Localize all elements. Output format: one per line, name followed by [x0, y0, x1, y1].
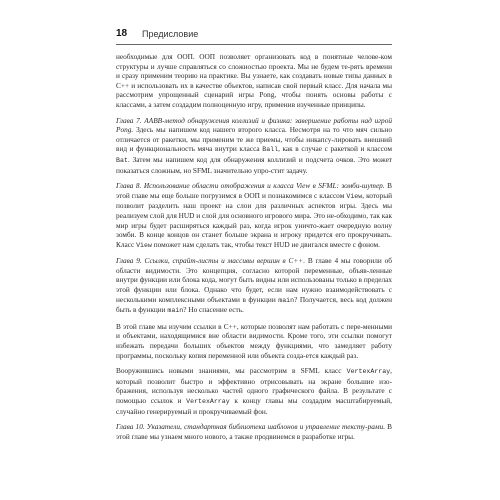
text-run: , который позволит разделить наш проект на слои для различных аспектов игры. Здесь мы реализуем слой для HUD и слой для основного игрового мира. Это не-обходимо, так как мир игры будет расширяться каждый раз, когда игрок уничто-жает очередную волну зомби. В конце концов он станет больше экрана и игроку придется его прокручивать. Класс	[116, 190, 392, 249]
chapter-lead: Глава 9. Ссылки, спрайт-листы и массивы вершин в C++.	[116, 256, 306, 266]
code-term: View	[346, 192, 363, 200]
section-title: Предисловие	[142, 29, 199, 39]
text-run: , который позволит быстро и эффективно отрисовывать на экране большие изо-бражения, используя несколько частей одного графического файла. В результате с помощью ссылок и	[116, 366, 392, 405]
chapter-lead: Глава 10. Указатели, стандартная библиотека шаблонов и управление тексту-рами.	[116, 422, 386, 432]
code-term: main	[167, 307, 184, 315]
paragraph	[116, 181, 392, 250]
paragraph	[116, 52, 392, 110]
text-run: В этой главе мы изучим ссылки в C++, которые позволят нам работать с пере-менными и объектами, находящимися вне области видимости. Кроме того, эти ссылки помогут избежать передачи больших объектов между функциями, что замедляет работу программы, поскольку копия переменной или объекта созда-ется каждый раз.	[116, 321, 392, 360]
paragraph	[116, 322, 392, 360]
code-term: main	[278, 296, 295, 304]
text-run: поможет нам сделать так, чтобы текст HUD не двигался вместе с фоном.	[151, 239, 380, 249]
code-term: Bat	[116, 156, 128, 164]
text-run: Здесь мы напишем код нашего второго класса. Несмотря на то что мяч сильно отличается от ракетки, мы применим те же приемы, чтобы инкапсу-лировать внешний вид и функциональность мяча внутри класса	[116, 125, 392, 154]
running-header	[116, 28, 392, 42]
paragraph	[116, 116, 392, 176]
chapter-lead: Глава 7. AABB-метод обнаружения коллизий и физика: завершение работы над игрой Pong.	[116, 115, 392, 135]
text-run: к концу главы мы создадим масштабируемый, случайно генерируемый и прокручиваемый фон.	[116, 396, 393, 416]
text-run: ? Но спасение есть.	[183, 305, 244, 315]
text-run: В главе 4 мы говорили об области видимости. Это концепция, согласно которой переменные, объяв-ленные внутри функции или блока кода, могут быть видны или использованы только в пределах этой функции или блока. Однако что будет, если нам нужно взаимодействовать с несколькими комплексными объектами в функции	[116, 256, 393, 304]
text-run: , как в случае с ракеткой и классом	[278, 144, 392, 154]
paragraph	[116, 256, 392, 316]
code-term: View	[136, 241, 152, 249]
body-text	[116, 52, 392, 441]
header-rule	[116, 44, 392, 45]
text-run: ? Получается, весь код должен быть в функции	[116, 294, 393, 315]
text-run: В этой главе мы еще больше погрузимся в ООП и познакомимся с классом	[116, 181, 392, 200]
chapter-lead: Глава 8. Использование области отображения и класса View в SFML: зомби-шутер.	[116, 181, 385, 191]
text-run: Вооружившись новыми знаниями, мы рассмотрим в SFML класс	[116, 366, 347, 376]
text-run: . Затем мы напишем код для обнаружения коллизий и подсчета очков. Это может показаться сложным, но SFML значительно упро-стит задачу.	[116, 154, 392, 175]
text-run: необходимые для ООП. ООП позволяет организовать код в понятные челове-ком структуры и лучше справляться со сложностью проекта. Мы не будем те-рять времени и сразу применим теорию на практике. Вы узнаете, как создавать новые типы данных в C++ и использовать их в качестве объектов, написав свой первый класс. Для начала мы рассмотрим упрощенный сценарий игры Pong, чтобы понять основы работы с классами, а затем создадим полноценную игру, применив изученные принципы.	[116, 52, 392, 109]
paragraph	[116, 422, 392, 441]
code-term: VertexArray	[186, 398, 230, 405]
code-term: Ball	[262, 146, 279, 154]
text-run: В этой главе мы узнаем много нового, а также продвинемся в разработке игры.	[116, 422, 393, 441]
code-term: VertexArray	[346, 368, 391, 376]
paragraph	[116, 366, 392, 416]
page-number: 18	[116, 28, 128, 39]
